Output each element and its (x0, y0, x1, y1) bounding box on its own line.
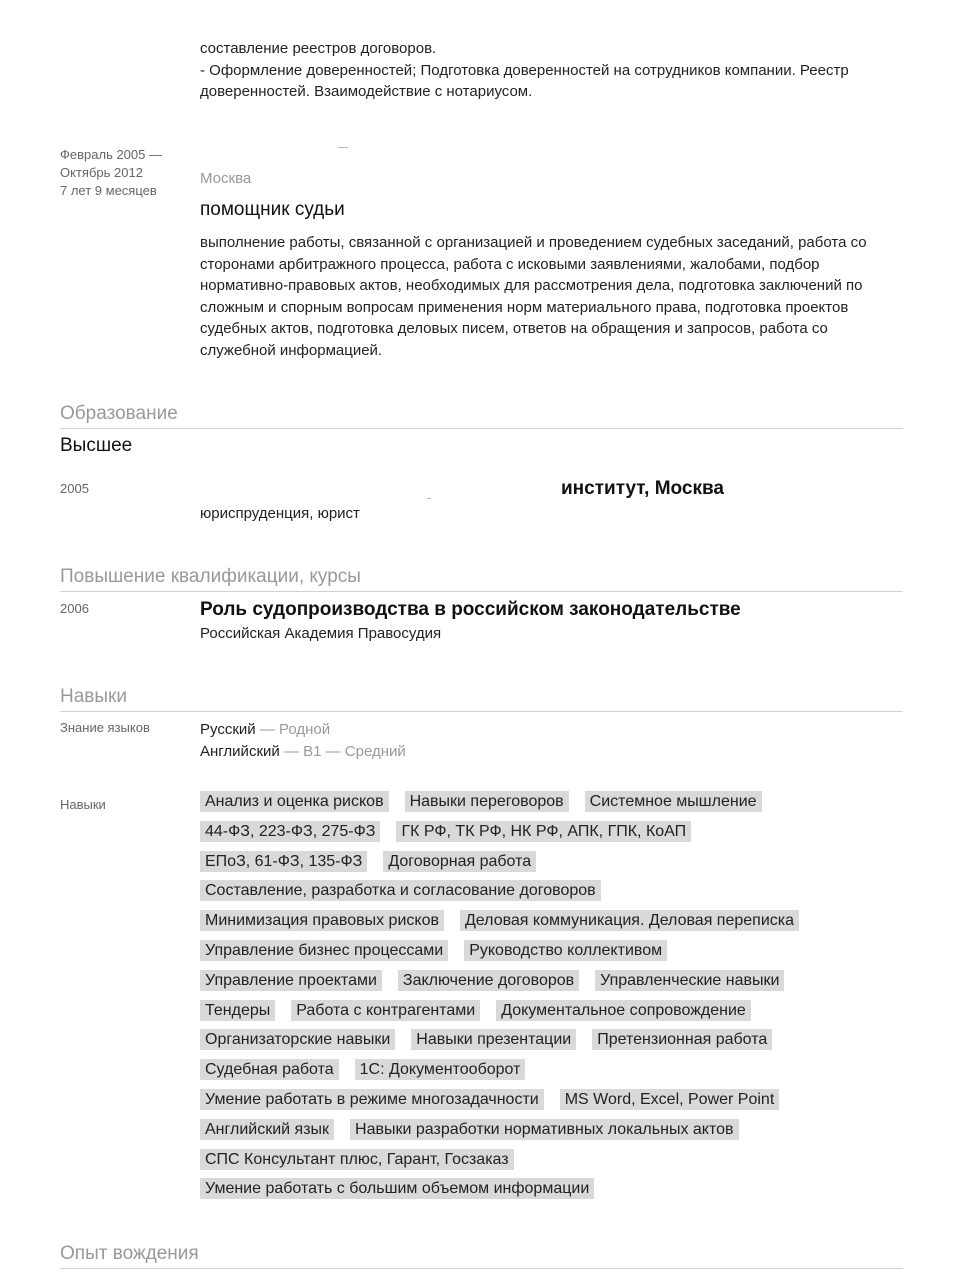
description-line: нормативно-правовых актов, необходимых для рассмотрения дела, подготовка заключений по (200, 277, 863, 295)
language-name: Русский (200, 721, 256, 738)
language-level: — B1 — Средний (279, 743, 406, 760)
description-line: служебной информацией. (200, 341, 383, 359)
description-line: судебных актов, подготовка деловых писем, ответов на обращения и запросов, работа со (200, 320, 828, 338)
redaction-mark (427, 498, 431, 499)
skill-tag: Руководство коллективом (464, 940, 667, 961)
skill-tag-row (200, 851, 920, 881)
skill-tags (200, 791, 920, 1208)
skill-tag-row (200, 880, 920, 910)
education-level: Высшее (60, 435, 133, 456)
skill-tag: 1С: Документооборот (355, 1059, 526, 1080)
language-name: Английский (200, 743, 280, 760)
skill-tag: Претензионная работа (592, 1029, 772, 1050)
skill-tag: ЕПоЗ, 61-ФЗ, 135-ФЗ (200, 851, 367, 872)
redaction-mark (338, 147, 348, 148)
skill-tag: Составление, разработка и согласование договоров (200, 880, 601, 901)
skill-tag: Судебная работа (200, 1059, 339, 1080)
skill-tag-row (200, 1119, 920, 1149)
period-end: Октябрь 2012 (60, 165, 143, 180)
skill-tag: Системное мышление (585, 791, 762, 812)
skill-tag-row (200, 1000, 920, 1030)
description-line: выполнение работы, связанной с организацией и проведением судебных заседаний, работа со (200, 234, 867, 251)
skill-tag: Организаторские навыки (200, 1029, 395, 1050)
skill-tag-row (200, 970, 920, 1000)
languages-label: Знание языков (60, 720, 150, 735)
period-start: Февраль 2005 — (60, 147, 162, 162)
skill-tag: Заключение договоров (398, 970, 579, 991)
skill-tag: Договорная работа (383, 851, 536, 872)
skill-tag: Английский язык (200, 1119, 334, 1140)
education-institution: институт, Москва (561, 478, 724, 499)
skill-tag: MS Word, Excel, Power Point (560, 1089, 780, 1110)
skill-tag: Умение работать с большим объемом информации (200, 1178, 594, 1199)
skill-tag: Умение работать в режиме многозадачности (200, 1089, 544, 1110)
skill-tag: Работа с контрагентами (291, 1000, 480, 1021)
experience-top-description (200, 38, 920, 103)
description-line: составление реестров договоров. (200, 40, 437, 57)
period-duration: 7 лет 9 месяцев (60, 183, 157, 198)
education-specialty: юриспруденция, юрист (200, 505, 360, 522)
skill-tag: Документальное сопровождение (496, 1000, 751, 1021)
skill-tag: Анализ и оценка рисков (200, 791, 389, 812)
skill-tag-row (200, 1089, 920, 1119)
education-section-title: Образование (60, 402, 903, 429)
skill-tag: СПС Консультант плюс, Гарант, Госзаказ (200, 1149, 514, 1170)
languages-list (200, 719, 406, 763)
description-line: доверенностей. Взаимодействие с нотариусом. (200, 83, 533, 101)
courses-section-title: Повышение квалификации, курсы (60, 565, 903, 592)
skills-label: Навыки (60, 797, 106, 812)
course-name: Роль судопроизводства в российском законодательстве (200, 599, 741, 620)
education-year: 2005 (60, 481, 89, 496)
skill-tag: 44-ФЗ, 223-ФЗ, 275-ФЗ (200, 821, 380, 842)
skill-tag: Управление бизнес процессами (200, 940, 448, 961)
skill-tag: Минимизация правовых рисков (200, 910, 444, 931)
skill-tag: Тендеры (200, 1000, 275, 1021)
skill-tag: ГК РФ, ТК РФ, НК РФ, АПК, ГПК, КоАП (396, 821, 691, 842)
skill-tag: Навыки презентации (411, 1029, 576, 1050)
skill-tag: Управление проектами (200, 970, 382, 991)
course-org: Российская Академия Правосудия (200, 625, 442, 642)
experience-description (200, 232, 920, 362)
description-line: сторонами арбитражного процесса, работа с исковыми заявлениями, жалобами, подбор (200, 255, 820, 273)
experience-city: Москва (200, 170, 252, 187)
experience-period (60, 146, 190, 200)
skill-tag: Деловая коммуникация. Деловая переписка (460, 910, 799, 931)
language-row (200, 719, 406, 741)
description-line: сложным и спорным вопросам применения норм материального права, подготовка проектов (200, 298, 849, 316)
skill-tag: Навыки разработки нормативных локальных актов (350, 1119, 738, 1140)
skill-tag-row (200, 1149, 920, 1179)
course-year: 2006 (60, 601, 89, 616)
language-level: — Родной (255, 721, 331, 738)
experience-position: помощник судьи (200, 199, 345, 220)
description-line: - Оформление доверенностей; Подготовка доверенностей на сотрудников компании. Реестр (200, 61, 849, 79)
skill-tag-row (200, 821, 920, 851)
skill-tag-row (200, 1178, 920, 1208)
skill-tag-row (200, 791, 920, 821)
skill-tag: Управленческие навыки (595, 970, 784, 991)
skill-tag-row (200, 910, 920, 940)
skill-tag-row (200, 1059, 920, 1089)
skills-section-title: Навыки (60, 685, 903, 712)
language-row (200, 741, 406, 763)
skill-tag: Навыки переговоров (405, 791, 569, 812)
driving-section-title: Опыт вождения (60, 1242, 903, 1269)
skill-tag-row (200, 1029, 920, 1059)
skill-tag-row (200, 940, 920, 970)
